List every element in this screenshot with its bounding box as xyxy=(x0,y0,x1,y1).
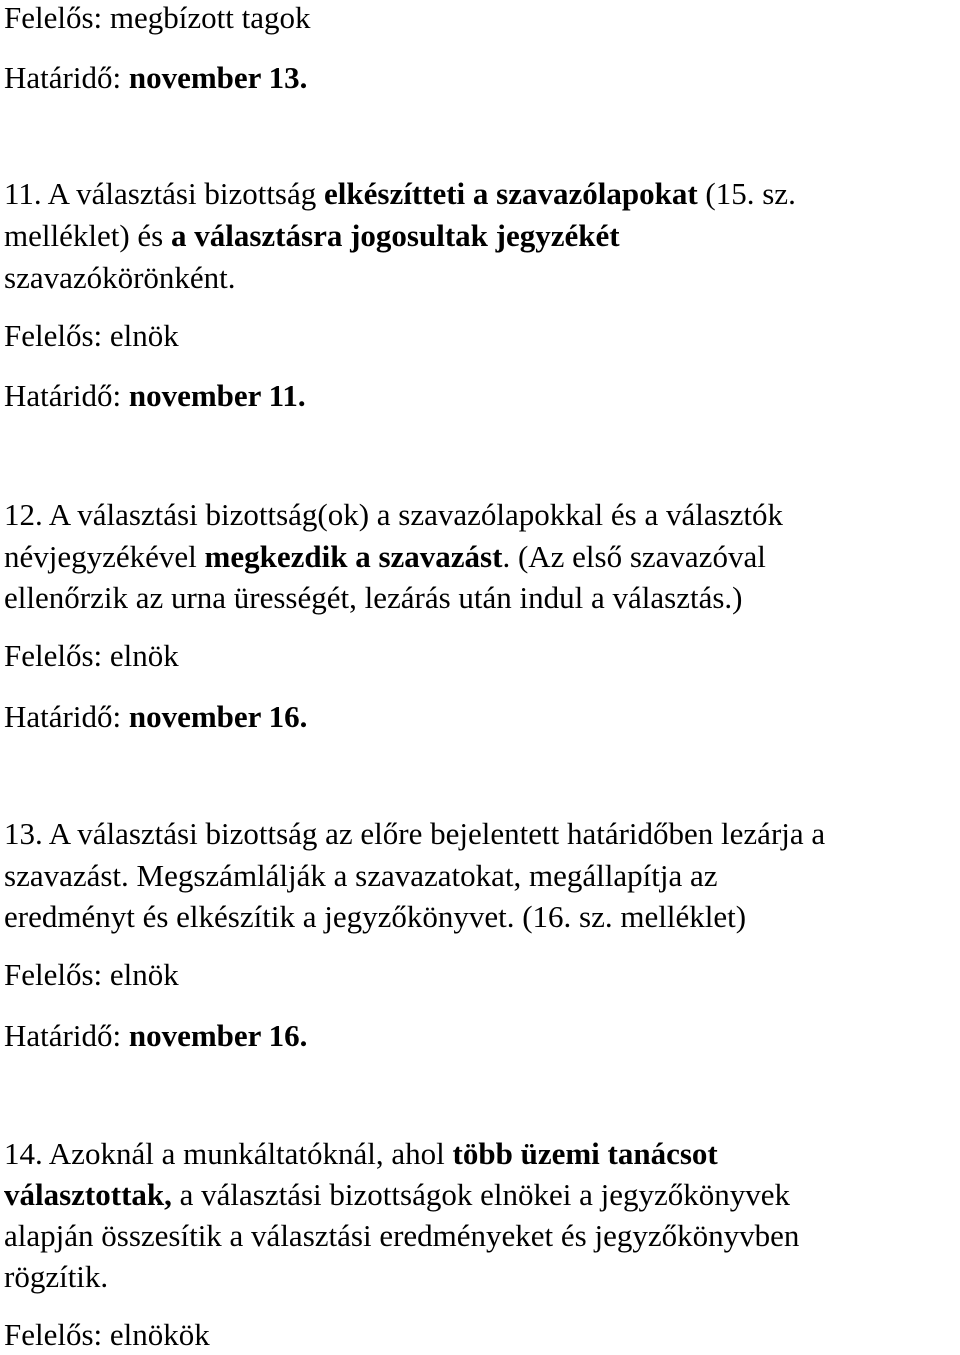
item-text: A választási bizottság(ok) a szavazólapokkal és a választók xyxy=(48,497,784,532)
deadline-line xyxy=(4,376,306,416)
item-text-bold: elkészítteti a szavazólapokat xyxy=(324,176,698,211)
responsible-label: Felelős: xyxy=(4,1317,103,1352)
item-text: ellenőrzik az urna ürességét, lezárás után indul a választás.) xyxy=(4,580,743,615)
item-13-line-1 xyxy=(4,814,825,854)
item-text: szavazókörönként. xyxy=(4,260,236,295)
responsible-value: megbízott tagok xyxy=(109,0,311,35)
item-text-bold: választottak, xyxy=(4,1177,172,1212)
item-text-bold: több üzemi tanácsot xyxy=(452,1136,718,1171)
item-13-line-3 xyxy=(4,897,746,937)
item-14-line-1 xyxy=(4,1134,718,1174)
deadline-line xyxy=(4,1016,307,1056)
item-number: 14. xyxy=(4,1136,43,1171)
item-text-bold: megkezdik a szavazást xyxy=(204,539,503,574)
item-text: A választási bizottság az előre bejelentett határidőben lezárja a xyxy=(48,816,826,851)
item-11-line-2 xyxy=(4,216,620,256)
item-text: (15. sz. xyxy=(705,176,796,211)
responsible-label: Felelős: xyxy=(4,0,103,35)
item-text: . (Az első szavazóval xyxy=(502,539,766,574)
item-text: a választási bizottságok elnökei a jegyzőkönyvek xyxy=(179,1177,790,1212)
responsible-label: Felelős: xyxy=(4,638,103,673)
responsible-line xyxy=(4,0,311,38)
deadline-label: Határidő: xyxy=(4,1018,122,1053)
item-text: A választási bizottság xyxy=(47,176,317,211)
item-text-bold: a választásra jogosultak jegyzékét xyxy=(171,218,620,253)
responsible-value: elnök xyxy=(109,318,179,353)
deadline-line xyxy=(4,697,307,737)
item-text: alapján összesítik a választási eredményeket és jegyzőkönyvben xyxy=(4,1218,800,1253)
deadline-label: Határidő: xyxy=(4,378,122,413)
item-text: melléklet) és xyxy=(4,218,164,253)
item-number: 12. xyxy=(4,497,43,532)
deadline-value: november 13. xyxy=(128,60,308,95)
responsible-line xyxy=(4,955,179,995)
item-text: eredményt és elkészítik a jegyzőkönyvet. (16. sz. melléklet) xyxy=(4,899,747,934)
deadline-value: november 11. xyxy=(128,378,306,413)
deadline-line xyxy=(4,58,307,98)
item-14-line-4 xyxy=(4,1257,108,1297)
item-11-line-3 xyxy=(4,258,236,298)
responsible-value: elnökök xyxy=(109,1317,210,1352)
item-12-line-1 xyxy=(4,495,783,535)
responsible-line xyxy=(4,1315,210,1355)
item-11-line-1 xyxy=(4,174,796,214)
item-text: Azoknál a munkáltatóknál, ahol xyxy=(48,1136,445,1171)
responsible-line xyxy=(4,316,179,356)
responsible-value: elnök xyxy=(109,957,179,992)
item-text: szavazást. Megszámlálják a szavazatokat, megállapítja az xyxy=(4,858,718,893)
item-number: 11. xyxy=(4,176,42,211)
responsible-label: Felelős: xyxy=(4,957,103,992)
deadline-label: Határidő: xyxy=(4,60,122,95)
responsible-value: elnök xyxy=(109,638,179,673)
item-text: névjegyzékével xyxy=(4,539,197,574)
item-14-line-2 xyxy=(4,1175,790,1215)
item-text: rögzítik. xyxy=(4,1259,109,1294)
item-12-line-2 xyxy=(4,537,766,577)
deadline-value: november 16. xyxy=(128,1018,308,1053)
item-14-line-3 xyxy=(4,1216,799,1256)
responsible-line xyxy=(4,636,179,676)
item-number: 13. xyxy=(4,816,43,851)
item-13-line-2 xyxy=(4,856,718,896)
deadline-label: Határidő: xyxy=(4,699,122,734)
responsible-label: Felelős: xyxy=(4,318,103,353)
item-12-line-3 xyxy=(4,578,743,618)
deadline-value: november 16. xyxy=(128,699,308,734)
